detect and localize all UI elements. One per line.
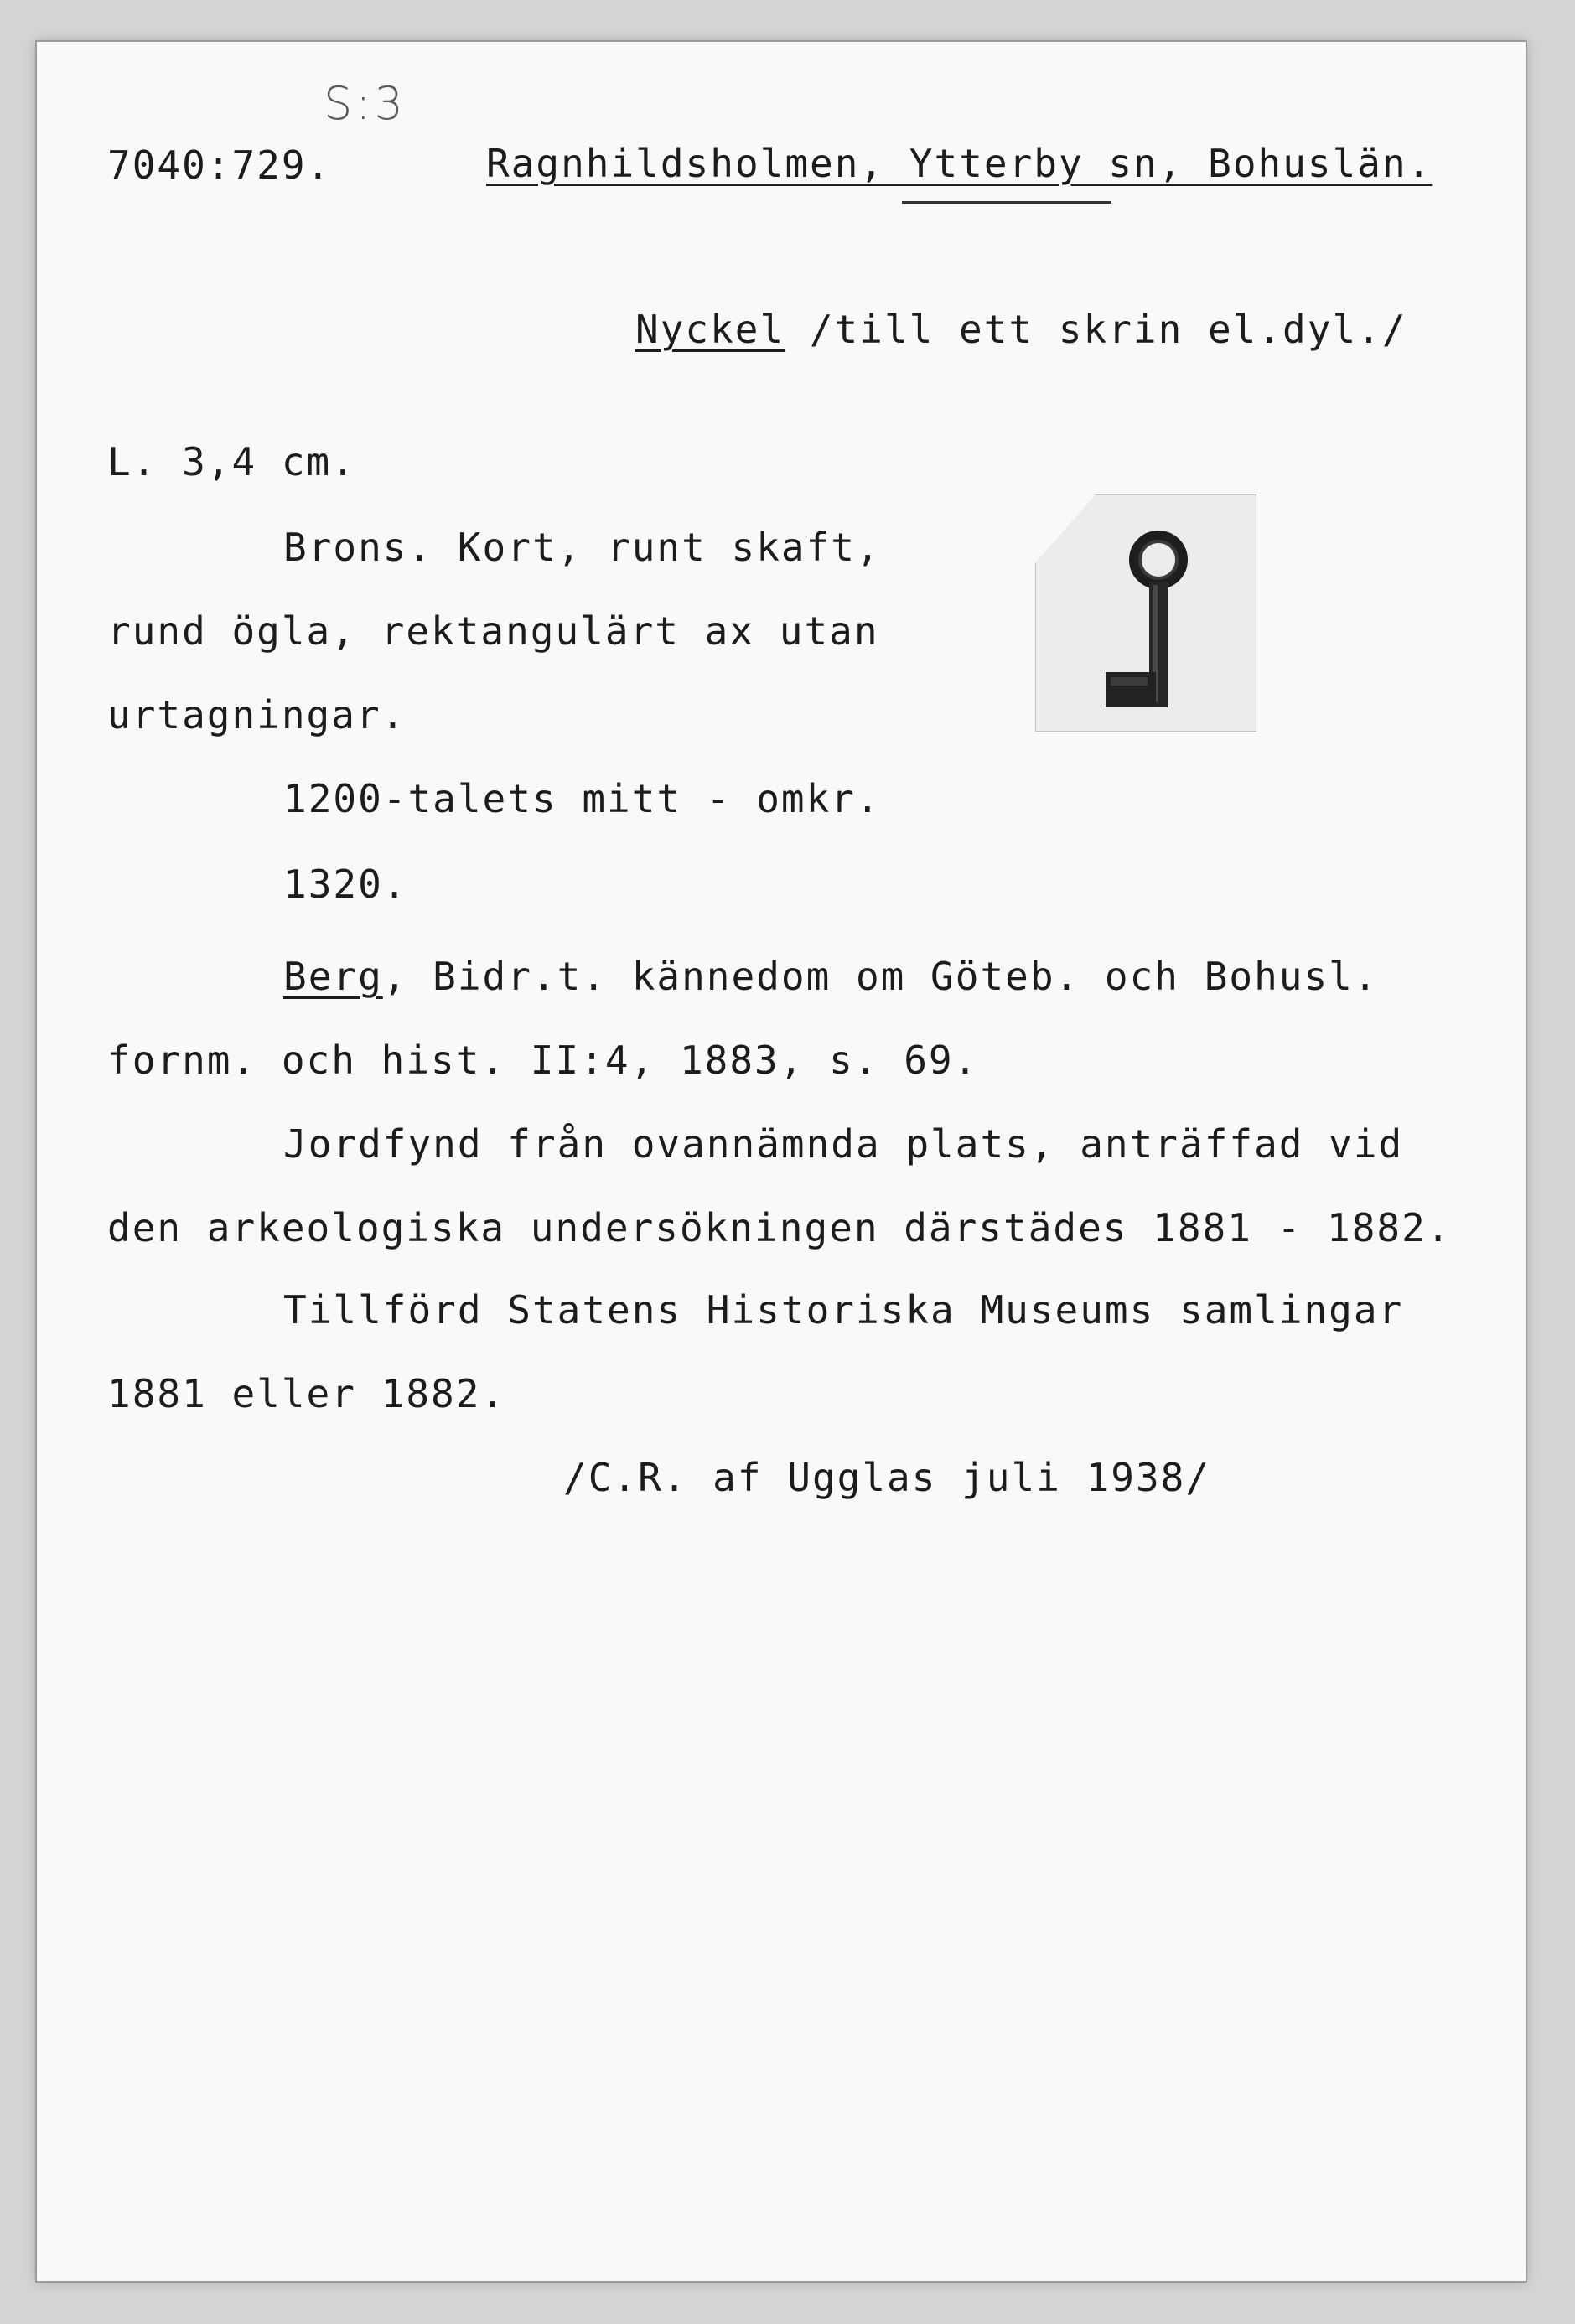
handwritten-mark: S:3 xyxy=(324,77,407,130)
acquisition-line-2: 1881 eller 1882. xyxy=(107,1371,506,1416)
catalog-card xyxy=(37,42,1526,2281)
object-note: /till ett skrin el.dyl./ xyxy=(785,307,1407,352)
acquisition-line-1: Tillförd Statens Historiska Museums samlingar xyxy=(283,1287,1404,1333)
reference-rest: , Bidr.t. kännedom om Göteb. och Bohusl. xyxy=(382,954,1379,999)
reference-author: Berg xyxy=(283,954,383,999)
object-heading xyxy=(635,307,1407,352)
length-line: L. 3,4 cm. xyxy=(107,439,356,484)
signature-line: /C.R. af Ugglas juli 1938/ xyxy=(563,1455,1211,1500)
key-photo xyxy=(1035,494,1256,732)
description-line-2: rund ögla, rektangulärt ax utan xyxy=(107,608,879,654)
object-name: Nyckel xyxy=(635,307,785,352)
underline-rule xyxy=(902,201,1111,204)
find-line-1: Jordfynd från ovannämnda plats, anträffad vid xyxy=(283,1121,1404,1167)
dating-line-2: 1320. xyxy=(283,862,408,907)
description-line-3: urtagningar. xyxy=(107,692,407,738)
description-line-1: Brons. Kort, runt skaft, xyxy=(283,525,881,570)
reference-line-1 xyxy=(283,954,1379,999)
key-icon xyxy=(1035,494,1256,732)
find-line-2: den arkeologiska undersökningen därstädes 1881 - 1882. xyxy=(107,1205,1452,1250)
inventory-number: 7040:729. xyxy=(107,142,332,188)
dating-line-1: 1200-talets mitt - omkr. xyxy=(283,776,881,821)
reference-line-2: fornm. och hist. II:4, 1883, s. 69. xyxy=(107,1038,979,1083)
find-location: Ragnhildsholmen, Ytterby sn, Bohuslän. xyxy=(486,141,1433,186)
